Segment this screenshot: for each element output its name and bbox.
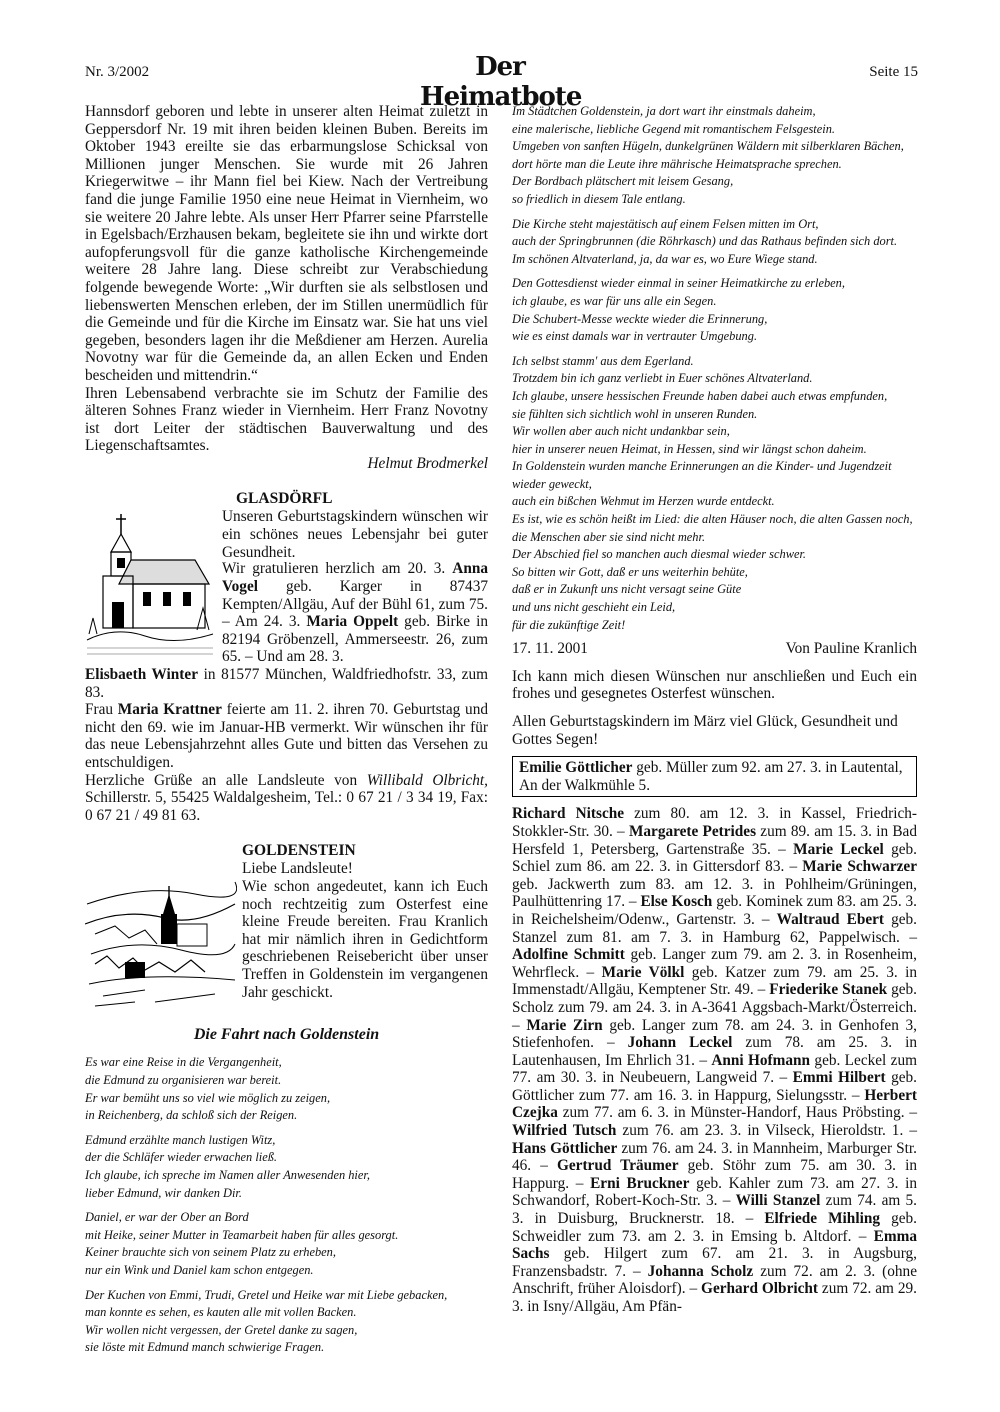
birthday-detail: geb. Stanzel zum 81. am 7. 3. in Hamburg 62, Pappelwisch. – <box>512 910 917 946</box>
march-wishes: Allen Geburtstagskindern im März viel Glück, Gesundheit und Gottes Segen! <box>512 713 898 748</box>
birthday-detail: zum 77. am 6. 3. in Münster-Handorf, Haus Pröbsting. – <box>557 1104 917 1122</box>
birthday-detail: zum 89. am 15. 3. in Bad Hersfeld 1, Petersberg, Gartenstraße 35. – <box>512 822 917 858</box>
birthday-name: Johann Leckel <box>627 1034 733 1052</box>
text: geb. Müller zum 92. am 27. 3. in Lautental, An der Walkmühle 5. <box>519 759 903 794</box>
birthday-detail: zum 78. am 25. 3. in Lautenhausen, Im Ehrlich 31. – <box>512 1034 918 1069</box>
birthday-name: Willi Stanzel <box>735 1192 821 1210</box>
birthday-name: Erni Bruckner <box>590 1174 690 1192</box>
text: in 81577 München, Waldfriedhofstr. 33, zum 83. <box>85 666 488 701</box>
poem-stanza: Daniel, er war der Ober an Bord mit Heike, seiner Mutter in Teamarbeit haben für alles gesorgt. Keiner brauchte sich von seinem Platz zu erheben, nur ein Wink und Daniel kam schon entgegen. <box>85 1210 399 1277</box>
birthday-name: Elfriede Mihling <box>764 1210 880 1228</box>
poem-title: Die Fahrt nach Goldenstein <box>193 1026 380 1044</box>
issue-number: Nr. 3/2002 <box>85 64 150 80</box>
birthday-name: Maria Oppelt <box>306 613 399 631</box>
goldenstein-greeting: Liebe Landsleute! <box>242 860 353 878</box>
poem-stanza: Es war eine Reise in die Vergangenheit, die Edmund zu organisieren war bereit. Er war bemüht uns so viel wie möglich zu zeigen, in Reichenberg, da schloß sich der Reigen. <box>85 1055 331 1123</box>
birthday-name: Emma Sachs <box>512 1227 917 1263</box>
birthday-name: Gertrud Träumer <box>556 1157 679 1175</box>
birthday-detail: geb. Langer zum 78. am 24. 3. in Genhofen 3, Stiefenhofen. – <box>512 1016 917 1052</box>
birthday-detail: zum 72. am 29. 3. in Isny/Allgäu, Am Pfän- <box>512 1280 917 1315</box>
poem-stanza: Ich selbst stamm' aus dem Egerland. Trotzdem bin ich ganz verliebt in Euer schönes Altvaterland. Ich glaube, unsere hessischen Freunde haben dabei auch etwas empfunden, sie fühlten sich sichtlich wohl in unseren Runden. Wir wollen aber auch nicht undankbar sein, hier in unserer neuen Heimat, in Hessen, sind wir längst schon daheim. In Goldenstein wurden manche Erinnerungen an die Kinder- und Jugendzeit wieder geweckt, auch ein bißchen Wehmut im Herzen wurde entdeckt. Es ist, wie es schön heißt im Lied: die alten Häuser noch, die alten Gassen noch, die Menschen aber sie sind nicht mehr. Der Abschied fiel so manchen auch diesmal wieder schwer. So bitten wir Gott, daß er uns weiterhin behüte, daß er in Zukunft uns nicht versagt seine Güte und uns nicht geschieht ein Leid, für die zukünftige Zeit! <box>512 353 913 632</box>
birthday-name: Margarete Petrides <box>628 822 757 840</box>
glasdorfl-text <box>222 490 488 561</box>
obituary-signature <box>85 455 488 473</box>
birthday-name: Richard Nitsche <box>512 805 625 823</box>
poem-stanza: Den Gottesdienst wieder einmal in seiner Heimatkirche zu erleben, ich glaube, es war für uns alle ein Segen. Die Schubert-Messe weckte wieder die Erinnerung, wie es einst damals war in vertrauter Umgebung. <box>512 276 845 344</box>
obituary-text-2: Ihren Lebensabend verbrachte sie im Schutz der Familie des älteren Sohnes Franz wieder in Viernheim. Herr Franz Novotny ist dort Leiter der städtischen Bauverwaltung und des Liegenschaftsamtes. <box>85 384 488 455</box>
birthday-detail: geb. Schiel zum 86. am 22. 3. in Gittersdorf 83. – <box>512 840 917 876</box>
poem-date: 17. 11. 2001 <box>512 640 588 658</box>
obituary-text: Hannsdorf geboren und lebte in unserer alten Heimat zuletzt in Geppersdorf Nr. 19 mit ihren beiden kleinen Buben. Bereits im Oktober 1943 ereilte sie das erbarmungslose Schicksal von Millionen junger Menschen. Sie wurde mit 26 Jahren Kriegerwitwe – ihr Mann fiel bei Kiew. Nach der Vertreibung fand die junge Familie 1950 eine neue Heimat in Viernheim, wo sie weitere 20 Jahre lebte. Als unser Herr Pfarrer seine Pfarrstelle in Egelsbach/Erzhausen bekam, begleitete sie ihn und wirkte dort aufopferungsvoll für die ganze katholische Kirchengemeinde weitere 28 Jahre lang. Diese schreibt zur Verabschiedung folgende bewegende Worte: „Wir durften sie als selbstlosen und liebenswerten Menschen erleben, der im Stillen unermüdlich für die Gemeinde und für die Kirche im Einsatz war. Sie hat uns viel gegeben, besonders lagen ihr die Meßdiener am Herzen. Aurelia Novotny war für die Gemeinde da, an allen Ecken und Enden bescheiden und mittendrin.“ <box>85 103 488 384</box>
birthday-detail: geb. Scholz zum 79. am 24. 3. in A-3641 Aggsbach-Markt/Österreich. – <box>512 981 917 1034</box>
birthday-name: Johanna Scholz <box>647 1262 754 1280</box>
text: Frau <box>85 701 114 719</box>
birthday-name: Adolfine Schmitt <box>512 946 625 964</box>
poem-stanza: Edmund erzählte manch lustigen Witz, der die Schläfer wieder erwachen ließ. Ich glaube, ich spreche im Namen aller Anwesenden hier, lieber Edmund, wir danken Dir. <box>85 1132 370 1200</box>
birthday-name: Emilie Göttlicher <box>519 759 633 777</box>
birthday-list <box>512 805 917 1315</box>
glasdorfl-congrats-end <box>85 666 488 701</box>
goldenstein-intro: Wie schon angedeutet, kann ich Euch noch rechtzeitig zum Osterfest eine kleine Freude bereiten. Frau Kranlich hat mir nämlich ihren in Gedichtform geschriebenen Reisebericht über unser Treffen in Goldenstein im vergangenen Jahr geschickt. <box>242 877 488 1001</box>
birthday-name: Herbert Czejka <box>512 1086 917 1122</box>
sender-name: Willibald Olbricht, <box>366 771 489 789</box>
poem-stanza: Die Kirche steht majestätisch auf einem Felsen mitten im Ort, auch der Springbrunnen (die Röhrkasch) und das Rathaus befinden sich dort. Im schönen Altvaterland, ja, da war es, wo Eure Wiege stand. <box>512 216 898 266</box>
birthday-name: Marie Völkl <box>601 963 685 981</box>
birthday-name: Wilfried Tutsch <box>512 1122 617 1140</box>
goldenstein-section <box>85 842 488 1004</box>
birthday-detail: geb. Kominek zum 83. am 25. 3. in Reichelsheim/Odenw., Gartenstr. 3. – <box>512 893 917 928</box>
birthday-detail: geb. Göttlicher zum 77. am 16. 3. in Happurg, Sielungsstr. – <box>512 1069 917 1104</box>
church-illustration <box>85 508 217 663</box>
birthday-name: Marie Leckel <box>793 840 884 858</box>
birthday-name: Waltraud Ebert <box>776 910 884 928</box>
birthday-detail: geb. Katzer zum 79. am 25. 3. in Immenstadt/Allgäu, Kemptener Str. 49. – <box>512 963 918 999</box>
poem-stanza: Der Kuchen von Emmi, Trudi, Gretel und Heike war mit Liebe gebacken, man konnte es sehen, es kauten alle mit vollen Backen. Wir wollen nicht vergessen, der Gretel danke zu sagen, sie löste mit Edmund manch schwierige Fragen. <box>85 1287 448 1355</box>
birthday-name: Friederike Stanek <box>769 981 888 999</box>
poem-stanza: Im Städtchen Goldenstein, ja dort wart ihr einstmals daheim, eine malerische, liebliche Gegend mit romantischem Felsgestein. Umgeben von sanften Hügeln, dunkelgrünen Wäldern mit silberklaren Bächen, dort hörte man die Leute ihre mährische Heimatsprache sprechen. Der Bordbach plätschert mit leisem Gesang, so friedlich in diesem Tale entlang. <box>512 104 904 206</box>
text: Schillerstr. 5, 55425 Waldalgesheim, Tel.: 0 67 21 / 3 34 19, Fax: 0 67 21 / 49 81 63. <box>85 789 488 824</box>
birthday-name: Gerhard Olbricht <box>701 1280 818 1298</box>
birthday-name: Anni Hofmann <box>711 1051 811 1069</box>
birthday-detail: geb. Hilgert zum 67. am 21. 3. in Augsburg, Franzensbadstr. 7. – <box>512 1245 917 1280</box>
birthday-detail: geb. Leckel zum 77. am 30. 3. in Neubeuern, Langweid 7. – <box>512 1051 917 1087</box>
goldenstein-text <box>242 842 488 1001</box>
poem-signature <box>512 640 917 658</box>
birthday-name: Marie Schwarzer <box>802 858 917 876</box>
newspaper-logo: Der Heimatbote <box>420 52 582 112</box>
birthday-name: Emmi Hilbert <box>792 1069 886 1087</box>
birthday-detail: geb. Jackwerth zum 83. am 12. 3. in Pohlheim/Grüningen, Paulhüttenring 17. – <box>512 875 917 911</box>
section-title-glasdorfl: GLASDÖRFL <box>236 490 333 508</box>
text: feierte am 11. 2. ihren 70. Geburtstag und nicht den 69. wie im Januar-HB vermerkt. Wir wünschen ihr für das neue Lebensjahrzehnt alles Gute und bitten das Versehen zu entschuldigen. <box>85 701 488 771</box>
birthday-name: Else Kosch <box>640 893 713 911</box>
poem-author: Von Pauline Kranlich <box>785 640 917 658</box>
krattner-note <box>85 701 488 771</box>
text: geb. Karger in 87437 Kempten/Allgäu, Auf der Bühl 61, zum 75. – Am 24. 3. <box>222 578 488 631</box>
left-column <box>85 103 488 1357</box>
text: Herzliche Grüße an alle Landsleute von <box>85 771 358 789</box>
poem-left <box>85 1054 488 1357</box>
birthday-detail: zum 76. am 23. 3. in Vilseck, Hieroldstr. 1. – <box>616 1122 917 1140</box>
birthday-detail: zum 80. am 12. 3. in Kassel, Friedrich-Stokkler-Str. 30. – <box>512 805 917 840</box>
birthday-detail: geb. Kahler zum 73. am 27. 3. in Schwandorf, Robert-Koch-Str. 3. – <box>512 1174 917 1210</box>
birthday-name: Hans Göttlicher <box>512 1139 618 1157</box>
birthday-name: Anna Vogel <box>222 560 488 596</box>
text: geb. Birke in 82194 Gröbenzell, Ammerseestr. 26, zum 65. – Und am 28. 3. <box>222 613 488 666</box>
village-illustration <box>85 864 237 1014</box>
birthday-detail: geb. Schweidler zum 73. am 2. 3. in Emsing b. Altdorf. – <box>512 1210 917 1245</box>
birthday-detail: geb. Langer zum 79. am 2. 3. in Rosenheim, Wehrfleck. – <box>512 946 917 981</box>
easter-wishes: Ich kann mich diesen Wünschen nur anschließen und Euch ein frohes und gesegnetes Osterfest wünschen. <box>512 667 917 703</box>
birthday-detail: zum 74. am 5. 3. in Duisburg, Brucknerstr. 18. – <box>512 1192 917 1228</box>
obituary-author: Helmut Brodmerkel <box>367 454 488 472</box>
glasdorfl-wishes: Unseren Geburtstagskindern wünschen wir ein schönes neues Lebensjahr bei guter Gesundheit. <box>222 508 488 561</box>
birthday-detail: zum 76. am 24. 3. in Mannheim, Marburger Str. 46. – <box>512 1139 917 1175</box>
glasdorfl-section <box>85 490 488 660</box>
greetings-note <box>85 772 488 825</box>
birthday-detail: zum 72. am 2. 3. (ohne Anschrift, früher Aloisdorf). – <box>512 1262 917 1298</box>
birthday-name: Marie Zirn <box>526 1016 603 1034</box>
birthday-highlight-box <box>512 756 917 797</box>
text: Wir gratulieren herzlich am 20. 3. <box>222 560 446 578</box>
poem-right <box>512 103 917 634</box>
page-number: Seite 15 <box>869 64 918 80</box>
section-title-goldenstein: GOLDENSTEIN <box>242 842 356 860</box>
birthday-name: Maria Krattner <box>117 701 222 719</box>
right-column <box>512 103 917 1316</box>
birthday-detail: geb. Stöhr zum 75. am 30. 3. in Happurg. – <box>512 1157 917 1192</box>
birthday-name: Elisbaeth Winter <box>85 666 198 684</box>
